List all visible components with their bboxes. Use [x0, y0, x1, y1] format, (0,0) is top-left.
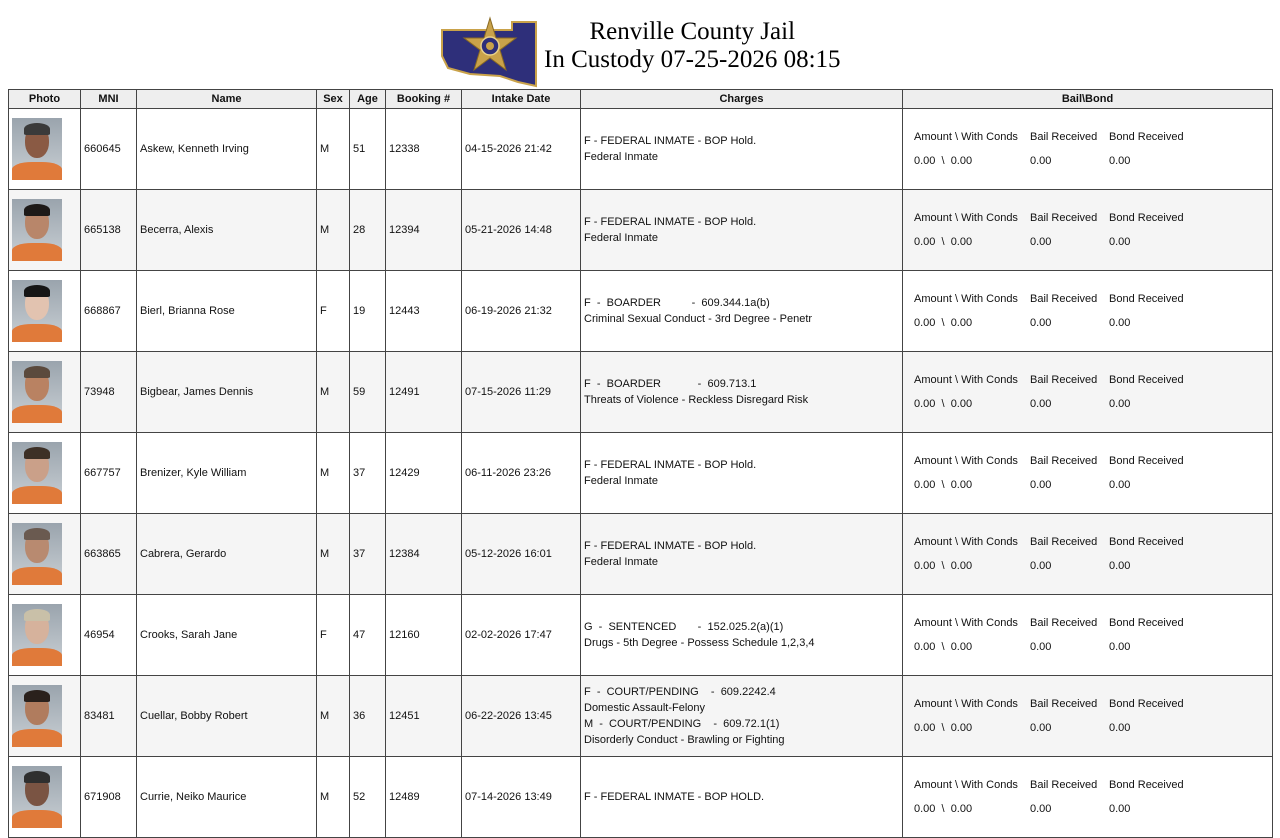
bail-received-label: Bail Received: [1030, 455, 1098, 467]
bail-bond-cell: [903, 595, 1273, 676]
intake-date-cell: 07-14-2026 13:49: [462, 757, 581, 838]
bail-received-value: 0.00: [1030, 803, 1052, 815]
bail-received-value: 0.00: [1030, 641, 1052, 653]
sheriff-badge-logo: [440, 16, 540, 88]
intake-date-cell: 06-11-2026 23:26: [462, 433, 581, 514]
bail-bond-cell: [903, 109, 1273, 190]
name-cell: Becerra, Alexis: [137, 190, 317, 271]
age-cell: 51: [350, 109, 386, 190]
name-cell: Currie, Neiko Maurice: [137, 757, 317, 838]
charges-cell: [581, 757, 903, 838]
bond-received-label: Bond Received: [1109, 455, 1184, 467]
amount-label: Amount \ With Conds: [914, 617, 1018, 629]
photo-cell: [9, 676, 81, 757]
photo-cell: [9, 514, 81, 595]
bond-received-value: 0.00: [1109, 236, 1131, 248]
booking-cell: 12451: [386, 676, 462, 757]
photo-hair: [24, 204, 50, 216]
bail-grid: [906, 210, 1269, 250]
bail-grid: [906, 372, 1269, 412]
amount-value: 0.00 \ 0.00: [914, 155, 973, 167]
charge-line: G - SENTENCED - 152.025.2(a)(1): [584, 621, 784, 633]
bail-received-label: Bail Received: [1030, 212, 1098, 224]
bail-received-value: 0.00: [1030, 479, 1052, 491]
amount-value: 0.00 \ 0.00: [914, 317, 973, 329]
photo-shirt: [12, 324, 62, 342]
charge-line: F - COURT/PENDING - 609.2242.4: [584, 686, 776, 698]
charges-cell: [581, 595, 903, 676]
mni-cell: 46954: [81, 595, 137, 676]
bail-received-value: 0.00: [1030, 317, 1052, 329]
bond-received-value: 0.00: [1109, 317, 1131, 329]
charges-cell: [581, 352, 903, 433]
photo-cell: [9, 352, 81, 433]
amount-label: Amount \ With Conds: [914, 698, 1018, 710]
inmate-photo[interactable]: [12, 280, 62, 342]
table-header-row: [9, 90, 1273, 109]
bond-received-value: 0.00: [1109, 803, 1131, 815]
bond-received-label: Bond Received: [1109, 293, 1184, 305]
bail-received-value: 0.00: [1030, 155, 1052, 167]
photo-cell: [9, 109, 81, 190]
bail-received-value: 0.00: [1030, 398, 1052, 410]
photo-hair: [24, 447, 50, 459]
sex-cell: M: [317, 433, 350, 514]
bail-grid: [906, 615, 1269, 655]
bail-bond-cell: [903, 352, 1273, 433]
photo-hair: [24, 123, 50, 135]
bail-grid: [906, 777, 1269, 817]
bond-received-value: 0.00: [1109, 479, 1131, 491]
charges-cell: [581, 190, 903, 271]
amount-label: Amount \ With Conds: [914, 536, 1018, 548]
bail-grid: [906, 129, 1269, 169]
age-cell: 52: [350, 757, 386, 838]
mni-cell: 667757: [81, 433, 137, 514]
charge-line: F - FEDERAL INMATE - BOP Hold.: [584, 135, 757, 147]
mni-cell: 660645: [81, 109, 137, 190]
page-header: [0, 14, 1280, 90]
name-cell: Cabrera, Gerardo: [137, 514, 317, 595]
photo-cell: [9, 271, 81, 352]
column-header-name: Name: [137, 90, 317, 109]
booking-cell: 12338: [386, 109, 462, 190]
charge-line: F - FEDERAL INMATE - BOP Hold.: [584, 459, 757, 471]
inmate-photo[interactable]: [12, 685, 62, 747]
photo-cell: [9, 595, 81, 676]
amount-value: 0.00 \ 0.00: [914, 479, 973, 491]
age-cell: 47: [350, 595, 386, 676]
photo-cell: [9, 190, 81, 271]
intake-date-cell: 02-02-2026 17:47: [462, 595, 581, 676]
amount-label: Amount \ With Conds: [914, 212, 1018, 224]
intake-date-cell: 07-15-2026 11:29: [462, 352, 581, 433]
column-header-charges: Charges: [581, 90, 903, 109]
charge-line: F - FEDERAL INMATE - BOP Hold.: [584, 216, 757, 228]
bond-received-value: 0.00: [1109, 560, 1131, 572]
age-cell: 37: [350, 433, 386, 514]
booking-cell: 12394: [386, 190, 462, 271]
amount-value: 0.00 \ 0.00: [914, 722, 973, 734]
photo-shirt: [12, 486, 62, 504]
title-block: [544, 18, 841, 74]
sex-cell: F: [317, 595, 350, 676]
mni-cell: 671908: [81, 757, 137, 838]
table-row[interactable]: [9, 595, 1273, 676]
booking-cell: 12443: [386, 271, 462, 352]
inmate-photo[interactable]: [12, 604, 62, 666]
photo-hair: [24, 609, 50, 621]
charge-line: Disorderly Conduct - Brawling or Fighting: [584, 734, 785, 746]
bail-bond-cell: [903, 514, 1273, 595]
photo-cell: [9, 757, 81, 838]
mni-cell: 665138: [81, 190, 137, 271]
charge-line: Federal Inmate: [584, 151, 658, 163]
name-cell: Crooks, Sarah Jane: [137, 595, 317, 676]
charge-line: Federal Inmate: [584, 475, 658, 487]
name-cell: Askew, Kenneth Irving: [137, 109, 317, 190]
charges-cell: [581, 676, 903, 757]
charges-cell: [581, 109, 903, 190]
table-row[interactable]: [9, 514, 1273, 595]
intake-date-cell: 04-15-2026 21:42: [462, 109, 581, 190]
photo-hair: [24, 366, 50, 378]
bail-received-value: 0.00: [1030, 560, 1052, 572]
name-cell: Cuellar, Bobby Robert: [137, 676, 317, 757]
charges-cell: [581, 514, 903, 595]
charge-line: Threats of Violence - Reckless Disregard Risk: [584, 394, 809, 406]
table-row[interactable]: [9, 271, 1273, 352]
photo-cell: [9, 433, 81, 514]
bond-received-value: 0.00: [1109, 398, 1131, 410]
intake-date-cell: 06-19-2026 21:32: [462, 271, 581, 352]
amount-label: Amount \ With Conds: [914, 293, 1018, 305]
bond-received-label: Bond Received: [1109, 536, 1184, 548]
charge-line: F - BOARDER - 609.713.1: [584, 378, 757, 390]
bail-received-label: Bail Received: [1030, 131, 1098, 143]
bond-received-label: Bond Received: [1109, 131, 1184, 143]
bail-received-label: Bail Received: [1030, 293, 1098, 305]
bail-grid: [906, 291, 1269, 331]
age-cell: 59: [350, 352, 386, 433]
bail-received-label: Bail Received: [1030, 617, 1098, 629]
photo-hair: [24, 690, 50, 702]
bail-received-value: 0.00: [1030, 236, 1052, 248]
amount-value: 0.00 \ 0.00: [914, 398, 973, 410]
inmate-photo[interactable]: [12, 442, 62, 504]
inmate-photo[interactable]: [12, 523, 62, 585]
photo-shirt: [12, 729, 62, 747]
table-row[interactable]: [9, 757, 1273, 838]
bond-received-label: Bond Received: [1109, 374, 1184, 386]
charge-line: M - COURT/PENDING - 609.72.1(1): [584, 718, 780, 730]
bond-received-value: 0.00: [1109, 155, 1131, 167]
bail-grid: [906, 534, 1269, 574]
booking-cell: 12491: [386, 352, 462, 433]
charge-line: Criminal Sexual Conduct - 3rd Degree - Penetr: [584, 313, 813, 325]
photo-shirt: [12, 567, 62, 585]
amount-label: Amount \ With Conds: [914, 779, 1018, 791]
bail-received-label: Bail Received: [1030, 536, 1098, 548]
charges-cell: [581, 433, 903, 514]
amount-value: 0.00 \ 0.00: [914, 641, 973, 653]
amount-value: 0.00 \ 0.00: [914, 803, 973, 815]
table-row[interactable]: [9, 433, 1273, 514]
table-row[interactable]: [9, 676, 1273, 757]
column-header-mni: MNI: [81, 90, 137, 109]
bond-received-label: Bond Received: [1109, 698, 1184, 710]
inmate-photo[interactable]: [12, 199, 62, 261]
table-row[interactable]: [9, 109, 1273, 190]
amount-value: 0.00 \ 0.00: [914, 236, 973, 248]
charge-line: Domestic Assault-Felony: [584, 702, 706, 714]
column-header-sex: Sex: [317, 90, 350, 109]
charge-line: F - FEDERAL INMATE - BOP Hold.: [584, 540, 757, 552]
bond-received-value: 0.00: [1109, 641, 1131, 653]
photo-hair: [24, 771, 50, 783]
photo-shirt: [12, 405, 62, 423]
age-cell: 36: [350, 676, 386, 757]
photo-hair: [24, 285, 50, 297]
sex-cell: M: [317, 514, 350, 595]
age-cell: 37: [350, 514, 386, 595]
name-cell: Bigbear, James Dennis: [137, 352, 317, 433]
bail-bond-cell: [903, 190, 1273, 271]
name-cell: Bierl, Brianna Rose: [137, 271, 317, 352]
photo-shirt: [12, 243, 62, 261]
name-cell: Brenizer, Kyle William: [137, 433, 317, 514]
intake-date-cell: 05-12-2026 16:01: [462, 514, 581, 595]
inmate-photo[interactable]: [12, 118, 62, 180]
amount-value: 0.00 \ 0.00: [914, 560, 973, 572]
mni-cell: 73948: [81, 352, 137, 433]
bail-bond-cell: [903, 433, 1273, 514]
bail-bond-cell: [903, 757, 1273, 838]
table-row[interactable]: [9, 352, 1273, 433]
inmate-photo[interactable]: [12, 361, 62, 423]
booking-cell: 12160: [386, 595, 462, 676]
table-body: [9, 109, 1273, 838]
booking-cell: 12489: [386, 757, 462, 838]
sex-cell: M: [317, 352, 350, 433]
bail-received-value: 0.00: [1030, 722, 1052, 734]
column-header-booking: Booking #: [386, 90, 462, 109]
bail-received-label: Bail Received: [1030, 374, 1098, 386]
custody-timestamp: In Custody 07-25-2026 08:15: [544, 46, 841, 73]
charge-line: Federal Inmate: [584, 232, 658, 244]
amount-label: Amount \ With Conds: [914, 374, 1018, 386]
amount-label: Amount \ With Conds: [914, 131, 1018, 143]
charge-line: F - FEDERAL INMATE - BOP HOLD.: [584, 791, 765, 803]
photo-shirt: [12, 162, 62, 180]
sex-cell: M: [317, 190, 350, 271]
charge-line: Drugs - 5th Degree - Possess Schedule 1,2,3,4: [584, 637, 815, 649]
bond-received-label: Bond Received: [1109, 617, 1184, 629]
photo-shirt: [12, 648, 62, 666]
booking-cell: 12384: [386, 514, 462, 595]
sex-cell: M: [317, 757, 350, 838]
column-header-intake-date: Intake Date: [462, 90, 581, 109]
bail-grid: [906, 696, 1269, 736]
table-row[interactable]: [9, 190, 1273, 271]
bail-received-label: Bail Received: [1030, 779, 1098, 791]
bond-received-value: 0.00: [1109, 722, 1131, 734]
bond-received-label: Bond Received: [1109, 779, 1184, 791]
sex-cell: M: [317, 676, 350, 757]
age-cell: 19: [350, 271, 386, 352]
bail-received-label: Bail Received: [1030, 698, 1098, 710]
inmate-table: [8, 89, 1273, 838]
column-header-photo: Photo: [9, 90, 81, 109]
photo-hair: [24, 528, 50, 540]
sex-cell: F: [317, 271, 350, 352]
column-header-age: Age: [350, 90, 386, 109]
bail-grid: [906, 453, 1269, 493]
mni-cell: 83481: [81, 676, 137, 757]
inmate-photo[interactable]: [12, 766, 62, 828]
charges-cell: [581, 271, 903, 352]
sex-cell: M: [317, 109, 350, 190]
bond-received-label: Bond Received: [1109, 212, 1184, 224]
bail-bond-cell: [903, 271, 1273, 352]
charge-line: Federal Inmate: [584, 556, 658, 568]
page-title: Renville County Jail: [589, 18, 796, 45]
mni-cell: 663865: [81, 514, 137, 595]
intake-date-cell: 05-21-2026 14:48: [462, 190, 581, 271]
charge-line: F - BOARDER - 609.344.1a(b): [584, 297, 770, 309]
bail-bond-cell: [903, 676, 1273, 757]
photo-shirt: [12, 810, 62, 828]
age-cell: 28: [350, 190, 386, 271]
booking-cell: 12429: [386, 433, 462, 514]
amount-label: Amount \ With Conds: [914, 455, 1018, 467]
column-header-bail-bond: Bail\Bond: [903, 90, 1273, 109]
mni-cell: 668867: [81, 271, 137, 352]
intake-date-cell: 06-22-2026 13:45: [462, 676, 581, 757]
